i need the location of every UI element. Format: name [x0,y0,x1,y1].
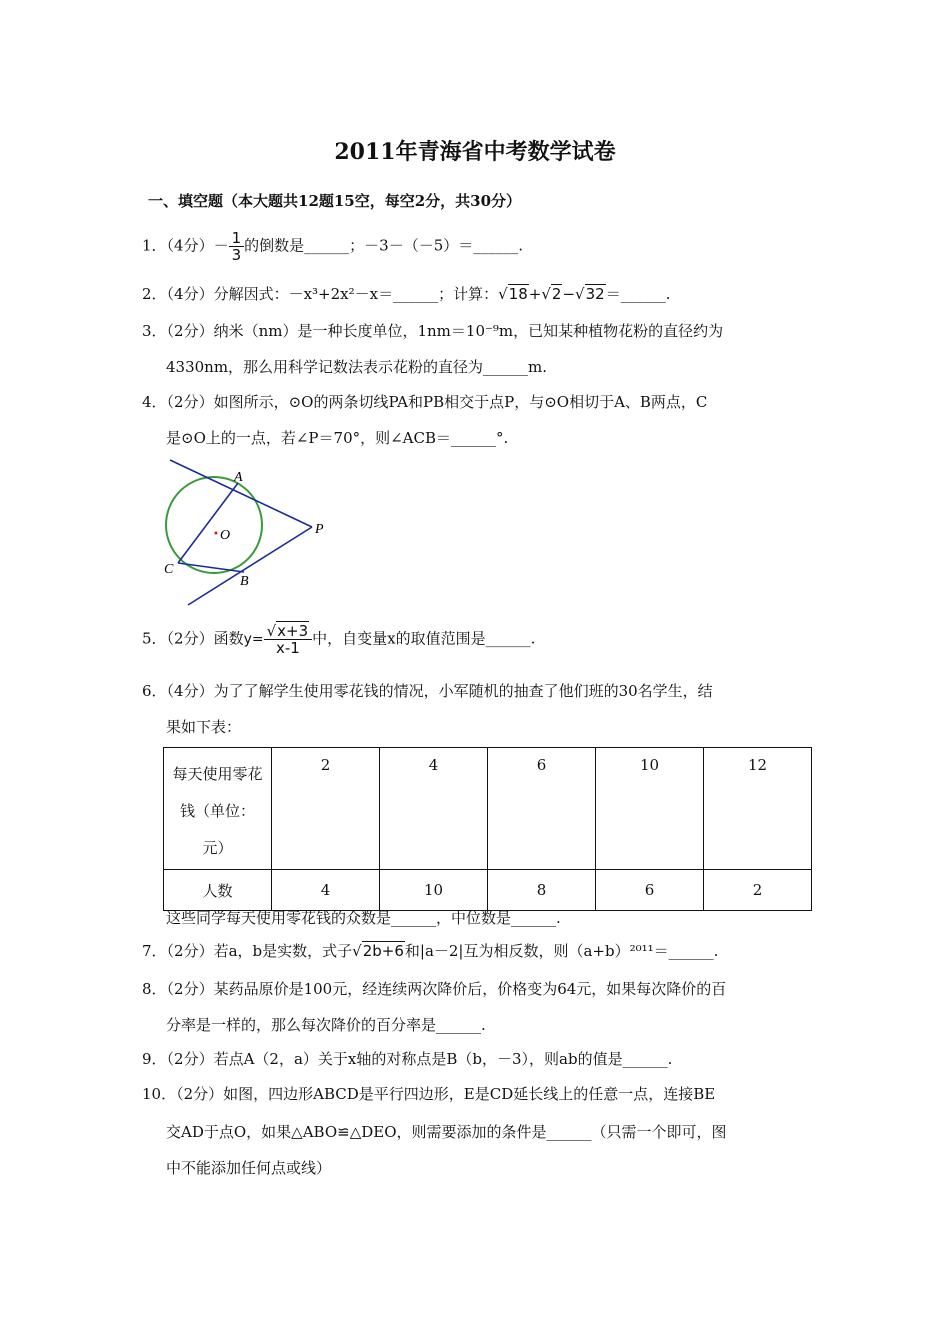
label-o: O [220,528,231,543]
question-8-line-1: 8．（2分）某药品原价是100元，经连续两次降价后，价格变为64元，如果每次降价的百 [142,980,727,998]
label-c: C [164,562,174,577]
question-1 [142,230,523,263]
label-p: P [315,522,324,537]
q1-number: 1． [142,236,167,255]
q2-sqrt-2: √2 [541,285,562,303]
center-dot [215,532,218,535]
tangent-pb [188,527,312,605]
label-a: A [234,470,243,485]
q5-denominator: x-1 [275,639,300,657]
section-heading: 一、填空题（本大题共12题15空，每空2分，共30分） [148,192,522,210]
q1-fraction [229,230,245,263]
page-title: 2011年青海省中考数学试卷 [334,139,616,165]
q5-y: y= [243,631,264,648]
q5-post: 中，自变量x的取值范围是______. [312,629,536,648]
circle-tangent-figure [160,455,340,615]
table-cell: 10 [380,870,488,911]
question-10-line-3: 中不能添加任何点或线） [166,1159,332,1177]
q7-sqrt: √2b+6 [352,942,404,960]
question-6-after: 这些同学每天使用零花钱的众数是______，中位数是______. [166,909,561,927]
table-row-label: 人数 [164,870,272,911]
table-cell: 2 [704,870,812,911]
table-cell: 4 [272,870,380,911]
chord-ca [178,483,238,563]
question-6-line-2: 果如下表： [166,718,242,736]
q2-sqrt-1: √18 [498,285,528,303]
q2-sqrt-3: √32 [575,285,605,303]
q1-frac-num: 1 [229,230,245,247]
question-10-line-2: 交AD于点O，如果△ABO≌△DEO，则需要添加的条件是______（只需一个即可，图 [166,1123,727,1141]
question-4-line-1: 4．（2分）如图所示，⊙O的两条切线PA和PB相交于点P，与⊙O相切于A、B两点，C [142,393,708,411]
q5-fraction [264,623,313,656]
table-cell: 12 [704,748,812,870]
question-9: 9．（2分）若点A（2，a）关于x轴的对称点是B（b，－3），则ab的值是______. [142,1050,673,1068]
q1-minus: － [213,236,229,255]
q7-post: 和|a－2|互为相反数，则（a+b）²⁰¹¹＝______. [404,942,719,960]
q1-frac-den: 3 [231,246,242,264]
table-row [164,870,812,911]
q1-text: 的倒数是______；－3－（－5）＝______. [244,236,524,255]
pocket-money-table [163,747,812,911]
table-cell: 4 [380,748,488,870]
table-row [164,748,812,870]
table-cell: 2 [272,748,380,870]
table-header-cell: 每天使用零花 钱（单位： 元） [164,748,272,870]
q5-sqrt: √x+3 [266,622,309,640]
question-6-line-1: 6．（4分）为了了解学生使用零花钱的情况，小军随机的抽查了他们班的30名学生，结 [142,682,713,700]
question-2: 2．（4分）分解因式：－x³+2x²－x＝______；计算：√18+√2−√32＝______. [142,285,671,303]
table-cell: 6 [488,748,596,870]
question-10-line-1: 10．（2分）如图，四边形ABCD是平行四边形，E是CD延长线上的任意一点，连接BE [142,1085,716,1103]
question-3-line-1: 3．（2分）纳米（nm）是一种长度单位，1nm＝10⁻⁹m，已知某种植物花粉的直径约为 [142,322,724,340]
question-8-line-2: 分率是一样的，那么每次降价的百分率是______. [166,1016,486,1034]
q5-pre: 5．（2分）函数 [142,629,244,648]
table-cell: 8 [488,870,596,911]
label-b: B [240,574,249,589]
table-cell: 10 [596,748,704,870]
table-cell: 6 [596,870,704,911]
question-5 [142,623,535,656]
q2-tail: ＝______. [605,285,671,303]
q7-pre: 7．（2分）若a，b是实数，式子 [142,942,353,960]
question-7 [142,940,718,961]
question-4-line-2: 是⊙O上的一点，若∠P＝70°，则∠ACB＝______°. [166,429,509,447]
question-3-line-2: 4330nm，那么用科学记数法表示花粉的直径为______m. [166,358,548,376]
q2-text: 2．（4分）分解因式：－x³+2x²－x＝______；计算： [142,285,499,303]
q1-score: （4分） [166,236,214,255]
